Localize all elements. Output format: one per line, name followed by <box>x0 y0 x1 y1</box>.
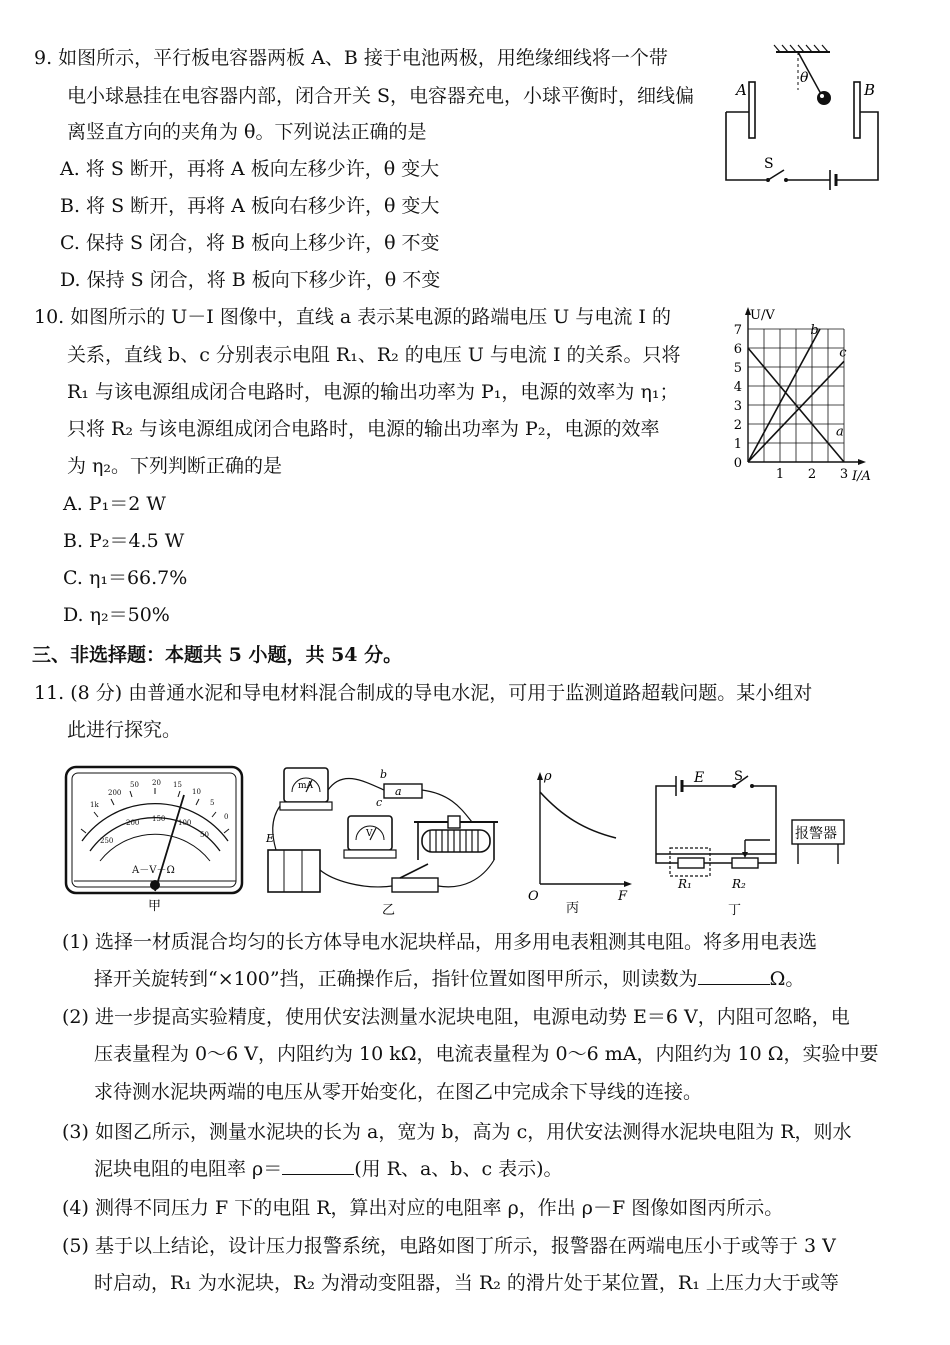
q9-line-2: 电小球悬挂在电容器内部，闭合开关 S，电容器充电，小球平衡时，细线偏 <box>67 85 695 107</box>
q10-line-2: 关系，直线 b、c 分别表示电阻 R₁、R₂ 的电压 U 与电流 I 的关系。只将 <box>67 344 681 366</box>
figure-ding-label: 丁 <box>728 903 742 918</box>
answer-blank-resistivity[interactable] <box>282 1156 354 1175</box>
ding-r1-label: R₁ <box>678 877 692 891</box>
q11-part4: (4) 测得不同压力 F 下的电阻 R，算出对应的电阻率 ρ，作出 ρ－F 图像如图丙所示。 <box>62 1197 784 1219</box>
svg-text:20: 20 <box>152 779 161 787</box>
answer-blank-reading[interactable] <box>698 966 770 985</box>
y-tick-label: 3 <box>733 399 742 414</box>
figure-jia-label: 甲 <box>148 899 162 913</box>
q10-line-3: R₁ 与该电源组成闭合电路时，电源的输出功率为 P₁，电源的效率为 η₁； <box>67 381 679 403</box>
theta-label: θ <box>800 70 809 86</box>
y-tick-label: 5 <box>733 361 742 376</box>
meter-scale-label: A－V－Ω <box>132 865 175 876</box>
series-line-b <box>748 329 820 462</box>
y-tick-label: 4 <box>733 380 742 395</box>
q11-part3-line2: 泥块电阻的电阻率 ρ＝ (用 R、a、b、c 表示)。 <box>94 1158 563 1180</box>
y-tick-label: 7 <box>733 323 742 338</box>
multimeter-figure <box>60 763 250 913</box>
q10-option-b: B. P₂＝4.5 W <box>63 530 185 552</box>
section-3-heading: 三、非选择题：本题共 5 小题，共 54 分。 <box>32 644 403 666</box>
svg-text:10: 10 <box>192 788 201 796</box>
ding-r2-label: R₂ <box>732 877 746 891</box>
q9-line-3: 离竖直方向的夹角为 θ。下列说法正确的是 <box>67 121 427 143</box>
q9-option-d: D. 保持 S 闭合，将 B 板向下移少许，θ 不变 <box>60 269 441 291</box>
alarm-circuit-figure <box>648 768 848 918</box>
ui-chart <box>718 300 888 490</box>
y-tick-label: 0 <box>733 456 742 471</box>
q9-option-b: B. 将 S 断开，再将 A 板向右移少许，θ 变大 <box>60 195 440 217</box>
x-axis-arrow <box>858 459 866 465</box>
series-label-a: a <box>836 424 844 440</box>
origin-label: O <box>528 889 539 904</box>
block-a-label: a <box>395 785 402 798</box>
switch-label: S <box>764 156 774 172</box>
svg-text:15: 15 <box>173 781 182 789</box>
series-label-c: c <box>839 345 847 361</box>
q10-line-1: 10. 如图所示的 U－I 图像中，直线 a 表示某电源的路端电压 U 与电流 I 的 <box>34 306 671 328</box>
q9-line-1: 9. 如图所示，平行板电容器两板 A、B 接于电池两极，用绝缘细线将一个带 <box>34 47 668 69</box>
svg-text:150: 150 <box>152 815 166 823</box>
x-tick-label: 2 <box>807 467 817 482</box>
ding-e-label: E <box>694 770 705 786</box>
svg-text:1k: 1k <box>90 801 99 809</box>
series-label-b: b <box>810 322 819 338</box>
y-tick-label: 6 <box>733 342 742 357</box>
y-tick-label: 2 <box>733 418 742 433</box>
x-axis-label: I/A <box>852 469 871 484</box>
svg-text:200: 200 <box>126 819 140 827</box>
y-axis-label: U/V <box>750 308 775 323</box>
alarm-label: 报警器 <box>795 826 837 842</box>
svg-text:50: 50 <box>200 831 209 839</box>
svg-text:250: 250 <box>100 837 114 845</box>
ma-label: mA <box>298 781 314 791</box>
rho-f-graph-figure <box>522 766 634 916</box>
battery-e-label: E <box>266 832 275 845</box>
ding-s-label: S <box>734 769 743 784</box>
voltammetry-circuit-figure <box>262 760 514 918</box>
q11-part5-line1: (5) 基于以上结论，设计压力报警系统，电路如图丁所示，报警器在两端电压小于或等于 3 V <box>62 1235 836 1257</box>
q11-part1-line1: (1) 选择一材质混合均匀的长方体导电水泥块样品，用多用电表粗测其电阻。将多用电表选 <box>62 931 817 953</box>
q11-part5-line2: 时启动，R₁ 为水泥块，R₂ 为滑动变阻器，当 R₂ 的滑片处于某位置，R₁ 上压力大于或等 <box>94 1272 839 1294</box>
svg-text:100: 100 <box>178 819 192 827</box>
block-c-label: c <box>376 796 383 809</box>
q11-part2-line2: 压表量程为 0～6 V，内阻约为 10 kΩ，电流表量程为 0～6 mA，内阻约为 10 Ω，实验中要 <box>94 1043 879 1065</box>
q11-part2-line1: (2) 进一步提高实验精度，使用伏安法测量水泥块电阻，电源电动势 E＝6 V，内阻可忽略，电 <box>62 1006 850 1028</box>
q11-part2-line3: 求待测水泥块两端的电压从零开始变化，在图乙中完成余下导线的连接。 <box>94 1081 703 1103</box>
rho-axis-label: ρ <box>544 769 552 784</box>
v-label: V <box>366 829 373 839</box>
svg-text:0: 0 <box>224 813 229 821</box>
q10-line-4: 只将 R₂ 与该电源组成闭合电路时，电源的输出功率为 P₂，电源的效率 <box>67 418 660 440</box>
q10-line-5: 为 η₂。下列判断正确的是 <box>67 455 283 477</box>
q11-line-1: 11. (8 分) 由普通水泥和导电材料混合制成的导电水泥，可用于监测道路超载问题。某小组对 <box>34 682 813 704</box>
q11-part3-line1: (3) 如图乙所示，测量水泥块的长为 a，宽为 b，高为 c，用伏安法测得水泥块电阻为 R，则水 <box>62 1121 852 1143</box>
q11-line-2: 此进行探究。 <box>67 719 182 741</box>
q10-option-a: A. P₁＝2 W <box>63 493 166 515</box>
q10-option-c: C. η₁＝66.7% <box>63 567 188 589</box>
y-tick-label: 1 <box>733 437 742 452</box>
capacitor-circuit-figure <box>718 40 886 190</box>
svg-text:200: 200 <box>108 789 122 797</box>
q10-option-d: D. η₂＝50% <box>63 604 170 626</box>
block-b-label: b <box>380 768 388 781</box>
figure-bing-label: 丙 <box>566 901 580 916</box>
figure-yi-label: 乙 <box>382 903 396 918</box>
plate-a-label: A <box>736 81 747 99</box>
svg-text:50: 50 <box>130 781 139 789</box>
x-tick-label: 3 <box>839 467 849 482</box>
plate-b-label: B <box>864 81 876 99</box>
svg-text:5: 5 <box>210 799 215 807</box>
q9-option-a: A. 将 S 断开，再将 A 板向左移少许，θ 变大 <box>60 158 440 180</box>
x-tick-label: 1 <box>775 467 785 482</box>
q9-option-c: C. 保持 S 闭合，将 B 板向上移少许，θ 不变 <box>60 232 440 254</box>
q11-part1-line2: 择开关旋转到“×100”挡，正确操作后，指针位置如图甲所示，则读数为 Ω。 <box>94 968 805 990</box>
f-axis-label: F <box>618 889 628 904</box>
